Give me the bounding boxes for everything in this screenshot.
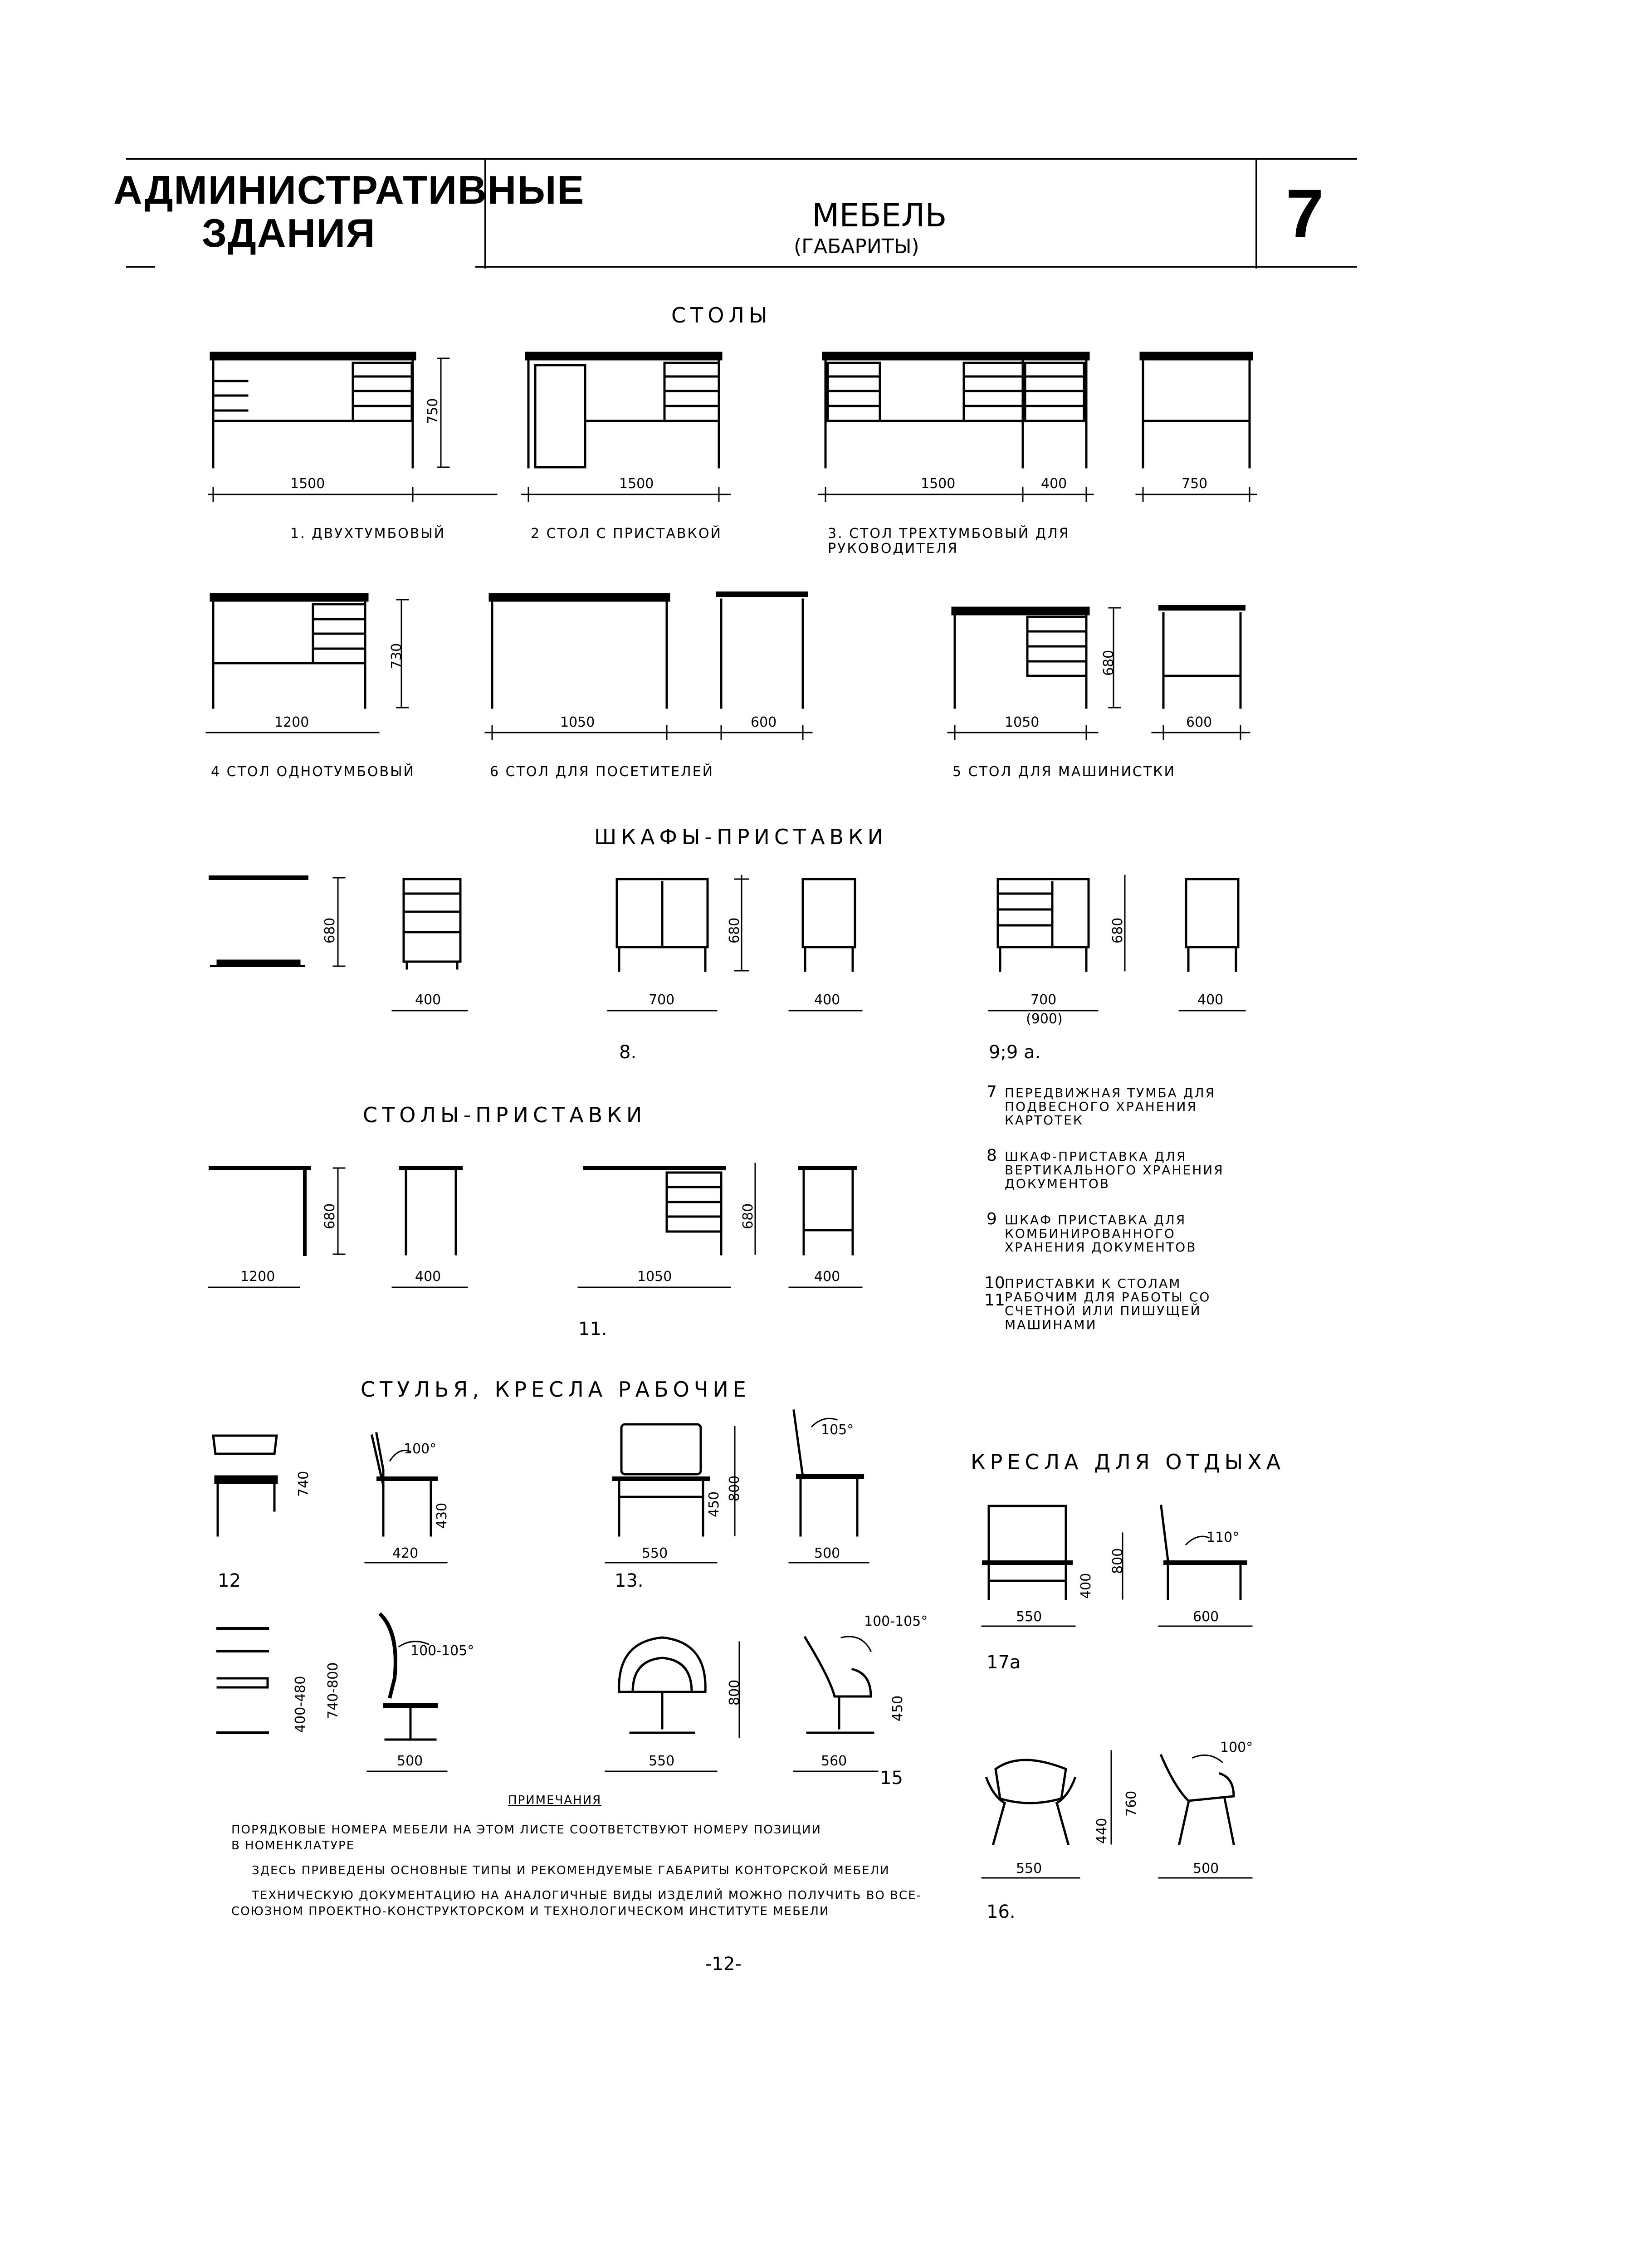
dim-label: 450 [890, 1695, 906, 1721]
dim-label: 750 [425, 398, 441, 424]
legend-text: ШКАФ-ПРИСТАВКА ДЛЯ ВЕРТИКАЛЬНОГО ХРАНЕНИЯ ДОКУМЕНТОВ [1005, 1149, 1224, 1192]
dim-label: 100° [404, 1441, 437, 1457]
dim-label: 100-105° [864, 1613, 928, 1629]
caption-table-4: 4 СТОЛ ОДНОТУМБОВЫЙ [211, 764, 415, 780]
sheet-number: 7 [1286, 175, 1324, 251]
dim-label: 600 [1186, 714, 1212, 730]
caption-table-6: 6 СТОЛ ДЛЯ ПОСЕТИТЕЛЕЙ [490, 764, 714, 780]
caption-table-2: 2 СТОЛ С ПРИСТАВКОЙ [531, 526, 722, 542]
dim-label: 680 [1110, 917, 1126, 943]
section-side-tables: СТОЛЫ-ПРИСТАВКИ [363, 1103, 647, 1127]
dim-label: 550 [1016, 1861, 1042, 1877]
note-3-cont: СОЮЗНОМ ПРОЕКТНО-КОНСТРУКТОРСКОМ И ТЕХНОЛОГИЧЕСКОМ ИНСТИТУТЕ МЕБЕЛИ [231, 1905, 830, 1918]
legend-text: ШКАФ ПРИСТАВКА ДЛЯ КОМБИНИРОВАННОГО ХРАНЕНИЯ ДОКУМЕНТОВ [1005, 1212, 1197, 1255]
page-number: -12- [705, 1954, 742, 1975]
dim-label: 100-105° [410, 1643, 474, 1659]
dim-label: 800 [727, 1679, 742, 1706]
dim-label: 400 [1041, 476, 1067, 492]
dim-label: 500 [397, 1753, 423, 1769]
dim-label: 700 [1031, 992, 1057, 1008]
dim-label: 400 [1078, 1573, 1094, 1599]
dim-label: 440 [1094, 1818, 1110, 1844]
notes-title: ПРИМЕЧАНИЯ [508, 1794, 602, 1807]
dim-label: 1050 [560, 714, 595, 730]
dim-label: 420 [392, 1545, 419, 1561]
note-2: ЗДЕСЬ ПРИВЕДЕНЫ ОСНОВНЫЕ ТИПЫ И РЕКОМЕНДУЕМЫЕ ГАБАРИТЫ КОНТОРСКОЙ МЕБЕЛИ [252, 1864, 890, 1877]
header-section: МЕБЕЛЬ [812, 197, 947, 234]
section-work-chairs: СТУЛЬЯ, КРЕСЛА РАБОЧИЕ [361, 1377, 751, 1402]
dim-label: 560 [821, 1753, 847, 1769]
dim-label: 450 [706, 1491, 722, 1517]
dim-label: 550 [649, 1753, 675, 1769]
dim-label: 730 [389, 643, 405, 669]
legend-number: 7 [987, 1083, 997, 1101]
table-4-drawing [206, 594, 408, 733]
label-item-11: 11. [578, 1319, 607, 1339]
caption-table-3: 3. СТОЛ ТРЕХТУМБОВЫЙ ДЛЯ РУКОВОДИТЕЛЯ [828, 526, 1070, 557]
label-item-16: 16. [987, 1901, 1016, 1922]
section-cabinets: ШКАФЫ-ПРИСТАВКИ [594, 825, 888, 849]
dim-label: 800 [727, 1475, 742, 1501]
legend-text: ПЕРЕДВИЖНАЯ ТУМБА ДЛЯ ПОДВЕСНОГО ХРАНЕНИЯ КАРТОТЕК [1005, 1085, 1216, 1128]
note-3: ТЕХНИЧЕСКУЮ ДОКУМЕНТАЦИЮ НА АНАЛОГИЧНЫЕ ВИДЫ ИЗДЕЛИЙ МОЖНО ПОЛУЧИТЬ ВО ВСЕ- [252, 1889, 922, 1902]
caption-table-5: 5 СТОЛ ДЛЯ МАШИНИСТКИ [952, 764, 1176, 780]
dim-label: 1050 [1005, 714, 1040, 730]
dim-label: 400 [814, 992, 840, 1008]
header-title-line1: АДМИНИСТРАТИВНЫЕ [113, 167, 585, 212]
dim-label: 680 [322, 917, 338, 943]
caption-table-1: 1. ДВУХТУМБОВЫЙ [290, 526, 446, 542]
label-item-8: 8. [619, 1042, 637, 1063]
chair-16-drawing [982, 1751, 1252, 1878]
dim-label: 500 [814, 1545, 840, 1561]
dim-label: 680 [322, 1203, 338, 1229]
note-1: ПОРЯДКОВЫЕ НОМЕРА МЕБЕЛИ НА ЭТОМ ЛИСТЕ СООТВЕТСТВУЮТ НОМЕРУ ПОЗИЦИИ [231, 1823, 821, 1837]
dim-label: 430 [434, 1502, 450, 1529]
dim-label: 700 [649, 992, 675, 1008]
dim-label: 740-800 [325, 1662, 341, 1719]
legend-number: 8 [987, 1146, 997, 1165]
label-item-12: 12 [218, 1570, 241, 1591]
dim-label: 600 [1193, 1609, 1219, 1625]
dim-label: 400-480 [293, 1676, 308, 1733]
dim-label: 750 [1182, 476, 1208, 492]
header-subsection: (ГАБАРИТЫ) [794, 235, 919, 258]
label-item-15: 15 [880, 1768, 903, 1789]
dim-label: 550 [642, 1545, 668, 1561]
dim-label: 740 [296, 1471, 312, 1497]
dim-label: 550 [1016, 1609, 1042, 1625]
dim-label: 800 [1110, 1548, 1126, 1574]
dim-label: 1050 [637, 1269, 672, 1285]
dim-label: 680 [727, 917, 742, 943]
note-1-cont: В НОМЕНКЛАТУРЕ [231, 1839, 355, 1853]
header-title-line2: ЗДАНИЯ [202, 210, 376, 255]
dim-label: (900) [1026, 1011, 1063, 1027]
label-item-17a: 17а [987, 1652, 1021, 1673]
dim-label: 1200 [274, 714, 309, 730]
legend-number: 9 [987, 1210, 997, 1228]
dim-label: 1500 [619, 476, 654, 492]
dim-label: 110° [1206, 1530, 1240, 1545]
dim-label: 1500 [921, 476, 956, 492]
label-item-9: 9;9 а. [989, 1042, 1041, 1063]
table-1-drawing [209, 353, 497, 501]
dim-label: 680 [1101, 650, 1117, 676]
dim-label: 400 [1197, 992, 1224, 1008]
label-item-13: 13. [615, 1570, 644, 1591]
dim-label: 760 [1123, 1790, 1139, 1817]
dim-label: 1500 [290, 476, 325, 492]
dim-label: 680 [740, 1203, 756, 1229]
cabinet-7-drawing [211, 878, 467, 1011]
legend-number: 10 11 [984, 1274, 1005, 1310]
dim-label: 1200 [240, 1269, 275, 1285]
section-lounge-chairs: КРЕСЛА ДЛЯ ОТДЫХА [971, 1450, 1285, 1474]
section-tables: СТОЛЫ [671, 303, 772, 327]
legend-text: ПРИСТАВКИ К СТОЛАМ РАБОЧИМ ДЛЯ РАБОТЫ СО СЧЕТНОЙ ИЛИ ПИШУЩЕЙ МАШИНАМИ [1005, 1276, 1211, 1332]
dim-label: 400 [814, 1269, 840, 1285]
dim-label: 400 [415, 1269, 441, 1285]
dim-label: 600 [751, 714, 777, 730]
dim-label: 105° [821, 1422, 854, 1438]
dim-label: 100° [1220, 1740, 1253, 1755]
dim-label: 400 [415, 992, 441, 1008]
dim-label: 500 [1193, 1861, 1219, 1877]
